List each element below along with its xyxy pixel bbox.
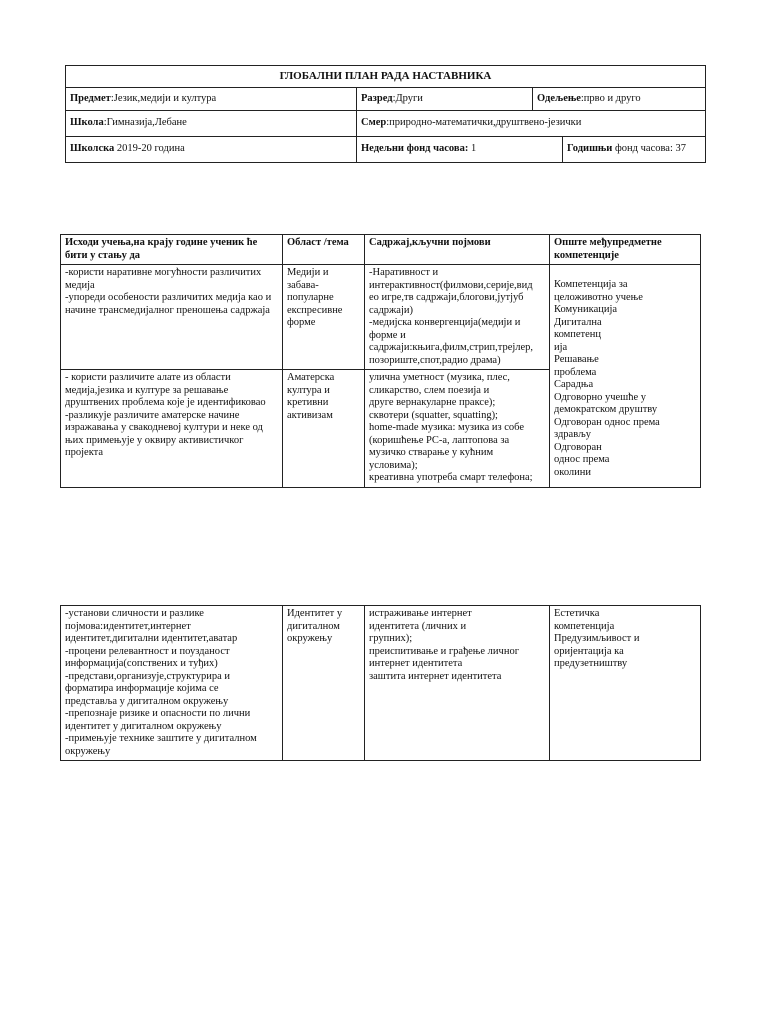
year-cell: Школска 2019-20 година [66,137,357,163]
track-cell: Смер:природно-математички,друштвено-језички [357,111,706,137]
competences-cell: Естетичка компетенција Предузимљивост и оријентација ка предузетништву [550,606,701,761]
area-cell: Медији и забава- популарне експресивне форме [283,265,365,370]
header-competences: Опште међупредметне компетенције [550,235,701,265]
header-table [65,65,706,163]
header-area: Област /тема [283,235,365,265]
content-cell: истраживање интернет идентитета (личних и групних); преиспитивање и грађење личног интернет идентитета заштита интернет идентитета [365,606,550,761]
plan-table-2 [60,605,701,761]
outcomes-cell: -установи сличности и разлике појмова:идентитет,интернет идентитет,дигитални идентитет,аватар -процени релевантност и поузданост информација(сопствених и туђих) -представи,организује,структурира и форматира информације којима се представља у дигиталном окружењу -препознаје ризике и опасности по лични идентитет у дигиталном окружењу -примењује технике заштите у дигиталном окружењу [61,606,283,761]
outcomes-cell: - користи различите алате из области медија,језика и културе за решавање друштвених проблема које је идентификовао -разликује различите аматерске начине изражавања у свакодневој култури и неке од њих примењује у оквиру активистичког пројекта [61,370,283,488]
weekly-hours-cell: Недељни фонд часова: 1 [357,137,563,163]
annual-hours-cell: Годишњи фонд часова: 37 [563,137,706,163]
page-title: ГЛОБАЛНИ ПЛАН РАДА НАСТАВНИКА [66,66,706,88]
area-cell: Аматерска култура и кретивни активизам [283,370,365,488]
area-cell: Идентитет у дигиталном окружењу [283,606,365,761]
competences-cell: Компетенција за целоживотно учење Комуникација Дигитална компетенц ија Решавање проблема Сарадња Одговорно учешће у демократском друштву Одговоран однос према здрављу Одговоран однос према околини [550,265,701,488]
outcomes-cell: -користи наративне могућности различитих медија -упореди особености различитих медија као и начине трансмедијалног преношења садржаја [61,265,283,370]
table-row [61,606,701,761]
table-row [61,265,701,370]
header-outcomes: Исходи учења,на крају године ученик ће бити у стању да [61,235,283,265]
content-cell: -Наративност и интерактивност(филмови,серије,вид ео игре,тв садржаји,блогови,јутјуб садржаји) -медијска конвергенција(медији и форме и садржаји:књига,филм,стрип,трејлер, позориште,спот,радио драма) [365,265,550,370]
plan-table [60,234,701,488]
school-cell: Школа:Гимназија,Лебане [66,111,357,137]
class-cell: Одељење:прво и друго [533,88,706,111]
header-content: Садржај,кључни појмови [365,235,550,265]
subject-cell: Предмет:Језик,медији и култура [66,88,357,111]
grade-cell: Разред:Други [357,88,533,111]
content-cell: улична уметност (музика, плес, сликарство, слем поезија и друге вернакуларне праксе); сквотери (squatter, squatting); home-made музика: музика из собе (коришћење PC-а, лаптопова за музичко стварање у кућним условима); креативна употреба смарт телефона; [365,370,550,488]
